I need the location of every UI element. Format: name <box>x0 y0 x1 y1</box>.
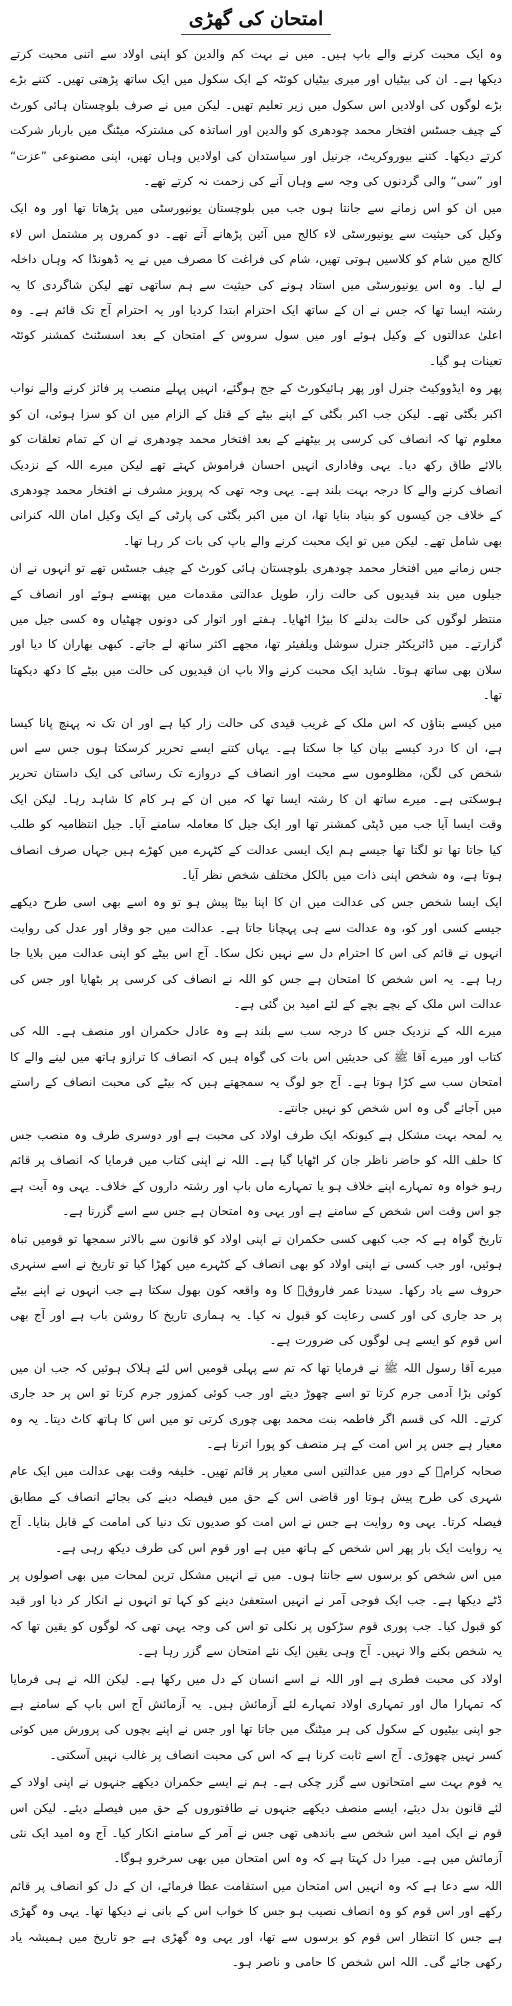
paragraph: اولاد کی محبت فطری ہے اور اللہ نے اسے انسان کے دل میں رکھا ہے۔ لیکن اللہ نے ہی فرمایا کہ تمہارا مال اور تمہاری اولاد تمہارے لئے آزمائش ہیں۔ یہ آزمائش آج اس باپ کے سامنے ہے جو اپنی بیٹیوں کے سکول کی ہر میٹنگ میں جاتا تھا اور جس نے اپنے بچوں کی پرورش میں کوئی کسر نہیں چھوڑی۔ آج اسے ثابت کرنا ہے کہ اس کی محبت انصاف پر غالب نہیں آسکتی۔ <box>10 1671 502 1762</box>
article-column <box>6 0 506 2006</box>
paragraph: اللہ سے دعا ہے کہ وہ انہیں اس امتحان میں استقامت عطا فرمائے، ان کے دل کو انصاف پر قائم رکھے اور اس قوم کو وہ انصاف نصیب ہو جس کا خواب اس کے بانی نے دیکھا تھا۔ یہی وہ گھڑی ہے جس کا انتظار اس قوم کو برسوں سے تھا، اور یہی وہ گھڑی ہے جو تاریخ میں ہمیشہ یاد رکھی جائے گی۔ اللہ اس شخص کا حامی و ناصر ہو۔ <box>10 1878 502 1970</box>
paragraph: صحابہ کرامؓ کے دور میں عدالتیں اسی معیار پر قائم تھیں۔ خلیفہ وقت بھی عدالت میں ایک عام شہری کی طرح پیش ہوتا اور قاضی اس کے حق میں فیصلہ دینے کی بجائے انصاف کے مطابق فیصلہ کرتا۔ یہی وہ روایت ہے جس نے اس امت کو صدیوں تک دنیا کی امامت کے قابل بنایا۔ آج یہ روایت ایک بار پھر اس شخص کے ہاتھ میں ہے اور قوم اس کی طرف دیکھ رہی ہے۔ <box>10 1464 502 1555</box>
paragraph: میں ان کو اس زمانے سے جانتا ہوں جب میں بلوچستان یونیورسٹی میں پڑھاتا تھا اور وہ ایک وکیل کی حیثیت سے یونیورسٹی لاء کالج میں آئین پڑھانے آتے تھے۔ دو کمروں پر مشتمل اس لاء کالج میں شام کو کلاسیں ہوتی تھیں، شام کی فراغت کا مصرف میں نے یہ ڈھونڈا کہ وہاں داخلہ لے لیا۔ وہ اس یونیورسٹی میں استاد ہونے کی حیثیت سے ہم ساتھی تھے لیکن شاگردی کا یہ رشتہ ایسا تھا کہ جس نے ان کے ساتھ ایک احترام ابتدا کردیا اور یہ احترام آج تک قائم ہے۔ وہ اعلیٰ عدالتوں کے وکیل ہوئے اور میں سول سروس کے امتحان کے بعد اسسٹنٹ کمشنر کوئٹہ تعینات ہو گیا۔ <box>10 201 502 368</box>
paragraph: یہ قوم بہت سے امتحانوں سے گزر چکی ہے۔ ہم نے ایسے حکمران دیکھے جنہوں نے اپنی اولاد کے لئے قانون بدل دیئے، ایسے منصف دیکھے جنہوں نے طاقتوروں کے حق میں فیصلے دیئے۔ لیکن اس قوم نے ایک امید اس شخص سے باندھی تھی جس نے آمر کے سامنے انکار کیا۔ آج وہ امید ایک نئی آزمائش میں ہے۔ میرا دل کہتا ہے کہ وہ اس امتحان میں بھی سرخرو ہوگا۔ <box>10 1775 502 1866</box>
paragraph: تاریخ گواہ ہے کہ جب کبھی کسی حکمران نے اپنی اولاد کو قانون سے بالاتر سمجھا تو قومیں تباہ ہوئیں، اور جب کسی نے اپنی اولاد کو بھی انصاف کے کٹہرے میں کھڑا کیا تو تاریخ نے اسے سنہری حروف سے یاد رکھا۔ سیدنا عمر فاروقؓ کا وہ واقعہ کون بھول سکتا ہے جب انہوں نے اپنے بیٹے پر حد جاری کی اور کسی رعایت کو قبول نہ کیا۔ یہ ہماری تاریخ کا روشن باب ہے اور آج بھی اس قوم کو ایسے ہی لوگوں کی ضرورت ہے۔ <box>10 1231 502 1348</box>
paragraph: جس زمانے میں افتخار محمد چودھری بلوچستان ہائی کورٹ کے چیف جسٹس تھے تو انہوں نے ان جیلوں میں بند قیدیوں کی حالت زار، طویل عدالتی مقدمات میں پھنسے ہوئے اور انصاف کے منتظر لوگوں کی حالت بدلنے کا بیڑا اٹھایا۔ ہفتے اور اتوار کی دونوں چھٹیاں وہ کسی جیل میں گزارتے۔ میں ڈائریکٹر جنرل سوشل ویلفیئر تھا، مجھے اکثر ساتھ لے جاتے۔ کبھی بھاران کا دیا اور سلان بھی ساتھ ہوتا۔ شاید ایک محبت کرنے والا باپ ان قیدیوں کی حالت میں بیٹے کا دکھ دیکھتا تھا۔ <box>10 561 502 703</box>
paragraph: پھر وہ ایڈووکیٹ جنرل اور پھر ہائیکورٹ کے جج ہوگئے، انہیں پہلے منصب پر فائز کرنے والے نواب اکبر بگٹی تھے۔ لیکن جب اکبر بگٹی کے اپنے بیٹے کے قتل کے الزام میں ان کو سزا ہوئی، ان کو معلوم تھا کہ انصاف کی کرسی پر بیٹھنے کے بعد افتخار محمد چودھری نے ان کے تمام تعلقات کو بالائے طاق رکھ دیا۔ یہی وفاداری انہیں احسان فراموش کہتے تھے لیکن میرے اللہ کے نزدیک انصاف کرنے والے کا درجہ بہت بلند ہے۔ یہی وجہ تھی کہ پرویز مشرف نے افتخار محمد چودھری کے خلاف جن کیسوں کو بنیاد بنایا تھا، ان میں اکبر بگٹی کی پارٹی کے ایک وکیل امان اللہ کنرانی بھی شامل تھے۔ لیکن میں تو ایک محبت کرنے والے باپ کی بات کر رہا تھا۔ <box>10 381 502 548</box>
article-title-text: امتحان کی گھڑی <box>181 4 331 35</box>
paragraph: میرے آقا رسول اللہ ﷺ نے فرمایا تھا کہ تم سے پہلی قومیں اس لئے ہلاک ہوئیں کہ جب ان میں کوئی بڑا آدمی جرم کرتا تو اسے چھوڑ دیتے اور جب کوئی کمزور جرم کرتا تو اس پر حد جاری کرتے۔ اللہ کی قسم اگر فاطمہ بنت محمد بھی چوری کرتی تو میں اس کا ہاتھ کاٹ دیتا۔ یہ وہ معیار ہے جس پر اس امت کے ہر منصف کو پورا اترنا ہے۔ <box>10 1360 502 1451</box>
paragraph: میں اس شخص کو برسوں سے جانتا ہوں۔ میں نے انہیں مشکل ترین لمحات میں بھی اصولوں پر ڈٹے دیکھا ہے۔ جب ایک فوجی آمر نے انہیں استعفیٰ دینے کو کہا تو انہوں نے انکار کر دیا اور قید کو قبول کیا۔ جب پوری قوم سڑکوں پر نکلی تو اس کی وجہ یہی تھی کہ لوگوں کو یقین تھا کہ یہ شخص بکنے والا نہیں۔ آج وہی یقین ایک نئے امتحان سے گزر رہا ہے۔ <box>10 1567 502 1659</box>
paragraph: میرے اللہ کے نزدیک جس کا درجہ سب سے بلند ہے وہ عادل حکمران اور منصف ہے۔ اللہ کی کتاب اور میرے آقا ﷺ کی حدیثیں اس بات کی گواہ ہیں کہ انصاف کا ترازو ہاتھ میں لینے والے کا امتحان سب سے کڑا ہوتا ہے۔ آج جو لوگ یہ سمجھتے ہیں کہ بیٹے کی محبت انصاف کے راستے میں آجائے گی وہ اس شخص کو نہیں جانتے۔ <box>10 1024 502 1115</box>
paragraph: ایک ایسا شخص جس کی عدالت میں ان کا اپنا بیٹا پیش ہو تو وہ اسے بھی اسی طرح دیکھے جیسے کسی اور کو، وہ عدالت سے ہی پہچانا جاتا ہے۔ عدالت میں جو وقار اور عدل کی روایت انہوں نے قائم کی اس کا احترام دل سے نہیں نکل سکا۔ آج اس بیٹے کو اپنی عدالت میں بلایا جا رہا ہے۔ یہ اس شخص کا امتحان ہے جس کو اللہ نے انصاف کی کرسی پر بٹھایا اور جس کی عدالت اس ملک کے بچے بچے کے لئے امید بن گئی ہے۔ <box>10 895 502 1012</box>
paragraph: یہ لمحہ بہت مشکل ہے کیونکہ ایک طرف اولاد کی محبت ہے اور دوسری طرف وہ منصب جس کا حلف اللہ کو حاضر ناظر جان کر اٹھایا گیا ہے۔ اللہ نے اپنی کتاب میں فرمایا کہ انصاف پر قائم رہو خواہ وہ تمہارے اپنے خلاف ہو یا تمہارے ماں باپ اور رشتہ داروں کے خلاف۔ یہی وہ آیت ہے جو اس وقت اس شخص کے سامنے ہے اور یہی وہ امتحان ہے جس سے اسے گزرنا ہے۔ <box>10 1128 502 1219</box>
article-title <box>10 4 502 38</box>
paragraph: وہ ایک محبت کرنے والے باپ ہیں۔ میں نے بہت کم والدین کو اپنی اولاد سے اتنی محبت کرتے دیکھا ہے۔ ان کی بیٹیاں اور میری بیٹیاں کوئٹہ کے ایک سکول میں ایک ساتھ پڑھتی تھیں۔ کتنے بڑے بڑے لوگوں کی اولادیں اس سکول میں زیر تعلیم تھیں۔ لیکن میں نے صرف بلوچستان ہائی کورٹ کے چیف جسٹس افتخار محمد چودھری کو والدین اور اساتذہ کی مشترکہ میٹنگ میں باربار شرکت کرتے دیکھا۔ کتنے بیوروکریٹ، جرنیل اور سیاستدان کی اولادیں وہاں تھیں، اپنی مصنوعی ”عزت“ اور ”سی“ والی گردنوں کی وجہ سے وہاں آنے کی زحمت نہ کرتے تھے۔ <box>10 47 502 189</box>
article-body <box>10 42 502 1975</box>
paragraph: میں کیسے بتاؤں کہ اس ملک کے غریب قیدی کی حالت زار کیا ہے اور ان تک نہ پہنچ پانا کیسا ہے، ان کا درد کیسے بیان کیا جا سکتا ہے۔ یہاں کتنے ایسے تحریر کرسکتا ہوں جس سے اس شخص کی لگن، مظلوموں سے محبت اور انصاف کے دروازے تک رسائی کی ایک داستان تحریر ہوسکتی ہے۔ میرے ساتھ ان کا رشتہ ایسا تھا کہ میں ان کے ہر کام کا شاہد رہا۔ لیکن ایک وقت ایسا آیا جب میں ڈپٹی کمشنر تھا اور ایک جیل کا معاملہ سامنے آیا۔ جیل انتظامیہ کو طلب کیا جاتا تھا تو لگتا تھا جیسے ہم ایک ایسی عدالت کے کٹہرے میں کھڑے ہیں جہاں صرف انصاف ہوتا ہے، وہ شخص اپنی ذات میں بالکل مختلف شخص نظر آیا۔ <box>10 715 502 882</box>
